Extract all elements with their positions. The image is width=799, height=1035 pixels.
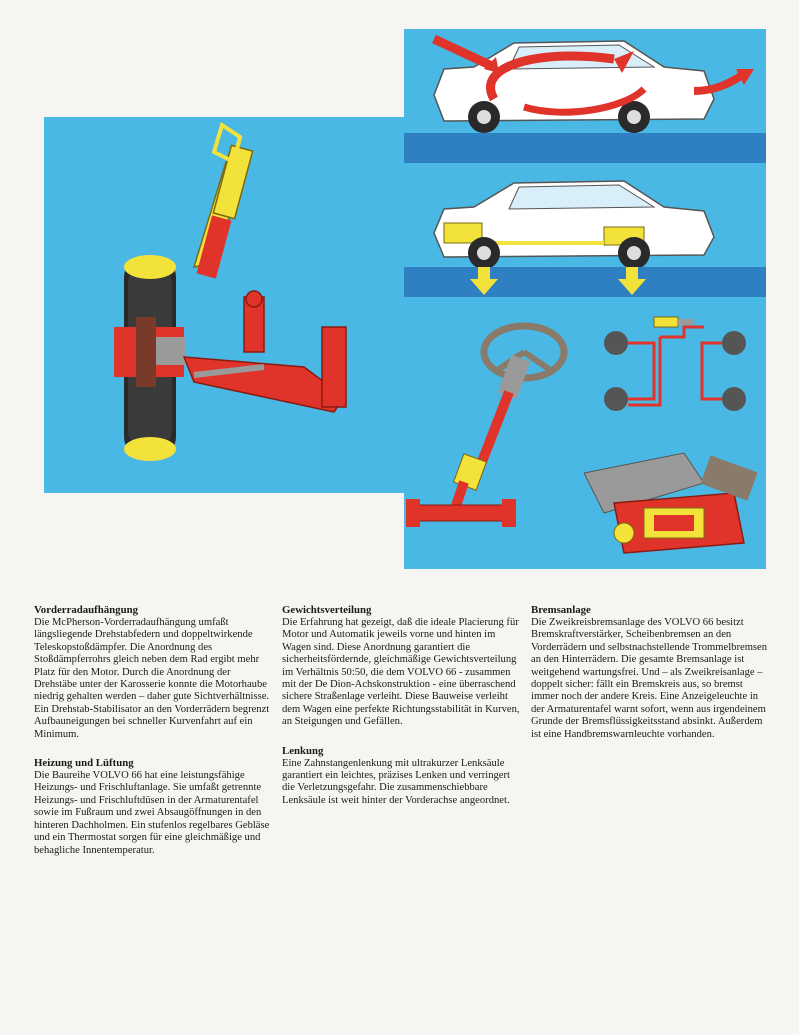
divider-band-1	[404, 133, 766, 163]
text-column-3	[531, 604, 769, 757]
brems-text: Die Zweikreisbremsanlage des VOLVO 66 besitzt Bremskraftverstärker, Scheibenbremsen an den Vorderrädern und selbstnachstellende Trommelbremsen an den Hinterrädern. Die gesamte Bremsanlage ist weitgehend wartungsfrei. Und – als Zweikreisanlage – doppelt sicher: fällt ein Bremskreis aus, so bremst immer noch der andere Kreis. Eine Anzeigeleuchte in der Armaturentafel warnt sofort, wenn aus irgendeinem Grunde der Bremsflüssigkeitsstand absinkt. Außerdem ist eine Handbremswarnleuchte vorhanden.	[531, 617, 768, 740]
gewicht-heading: Gewichtsverteilung	[282, 604, 372, 616]
gewicht-text: Die Erfahrung hat gezeigt, daß die ideale Placierung für Motor und Automatik jeweils vorne und hinten im Wagen sind. Diese Anordnung garantiert die sicherheitsfördernde, gleichmäßige Gewichtsverteilung im Verhältnis 50:50, die dem VOLVO 66 - zusammen mit der De Dion-Achskonstruktion - eine überraschend sichere Straßenlage verleiht. Diese Bauweise verleiht dem Wagen eine perfekte Richtungsstabilität in Kurven, an Steigungen und Gefällen.	[282, 617, 520, 728]
heizung-text: Die Baureihe VOLVO 66 hat eine leistungsfähige Heizungs- und Frischluftanlage. Sie umfaßt getrennte Heizungs- und Frischluftdüsen in der Armaturentafel sowie im Fußraum und zwei Absaugöffnungen in den hinteren Dachholmen. Ein stufenlos regelbares Gebläse und ein Thermostat sorgen für eine gleichmäßige und behagliche Innentemperatur.	[34, 770, 270, 856]
vorderrad-heading: Vorderradaufhängung	[34, 604, 138, 616]
brake-caliper-illustration	[584, 433, 766, 569]
steering-column-illustration	[404, 297, 584, 569]
weight-distribution-car-illustration	[404, 163, 766, 267]
text-column-2	[282, 604, 520, 823]
front-suspension-illustration	[44, 117, 404, 493]
heizung-heading: Heizung und Lüftung	[34, 757, 134, 770]
brems-heading: Bremsanlage	[531, 604, 591, 616]
vorderrad-text: Die McPherson-Vorderradaufhängung umfaßt längsliegende Drehstabfedern und doppeltwirkende Teleskopstoßdämpfer. Die Anordnung des Stoßdämpferrohrs gleich neben dem Rad ergibt mehr Platz für den Motor. Durch die Anordnung der Drehstäbe unter der Karosserie konnte die Motorhaube niedrig gehalten werden – daher gute Sichtverhältnisse. Ein Drehstab-Stabilisator an den Vorderrädern begrenzt Aufbauneigungen bei schneller Kurvenfahrt auf ein Minimum.	[34, 617, 270, 740]
lenkung-heading: Lenkung	[282, 744, 324, 757]
text-column-1	[34, 604, 272, 873]
weight-arrows	[404, 267, 766, 297]
dual-circuit-brake-illustration	[584, 297, 766, 433]
lenkung-text: Eine Zahnstangenlenkung mit ultrakurzer Lenksäule garantiert ein leichtes, präzises Lenken und verringert die Verletzungsgefahr. Die zusammenschiebbare Lenksäule ist weit hinter der Vorderachse angeordnet.	[282, 757, 510, 806]
airflow-car-illustration	[404, 29, 766, 133]
